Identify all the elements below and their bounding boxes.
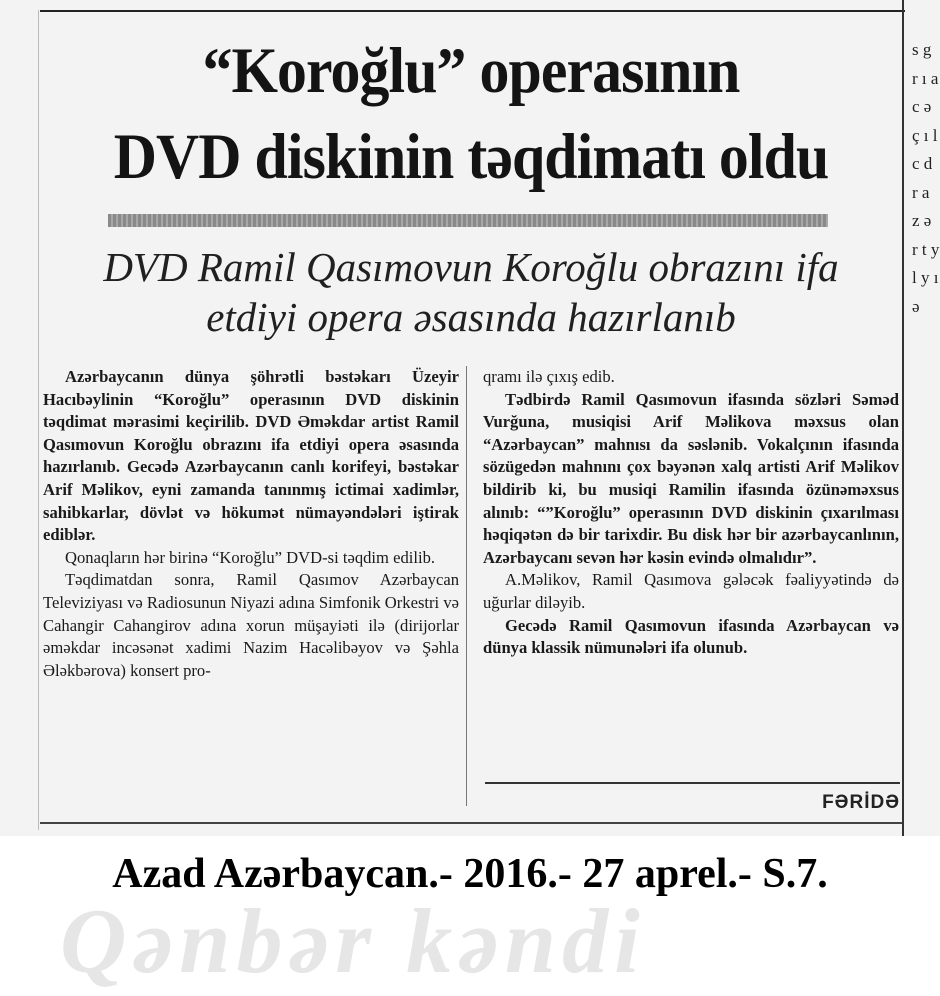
article-column-left: [43, 366, 459, 682]
column-divider: [466, 366, 467, 806]
article-author: FƏRİDƏ: [822, 792, 900, 813]
author-separator: [485, 782, 900, 784]
adjacent-column-fragment: s g r ı a c ə ç ı l c d r a z ə r t y l y ı ə: [912, 40, 940, 316]
paragraph: Azərbaycanın dünya şöhrətli bəstəkarı Üzeyir Hacıbəylinin “Koroğlu” operasının DVD diskinin təqdimat mərasimi keçirilib. DVD Əməkdar artist Ramil Qasımovun Koroğlu obrazını ifa etdiyi opera əsasında hazırlanıb. Gecədə Azərbaycanın canlı korifeyi, bəstəkar Arif Məlikov, eyni zamanda tanınmış ictimai xadimlər, sahibkarlar, dövlət və hökumət nümayəndələri iştirak ediblər.: [43, 367, 459, 545]
watermark: Qənbər kəndi: [60, 890, 646, 992]
article-column-right: [483, 366, 899, 660]
paragraph: Gecədə Ramil Qasımovun ifasında Azərbaycan və dünya klassik nümunələri ifa olunub.: [483, 615, 899, 658]
source-citation: Azad Azərbaycan.- 2016.- 27 aprel.- S.7.: [112, 851, 828, 897]
bottom-rule: [40, 822, 902, 824]
article-headline: [74, 28, 867, 200]
paragraph: Tədbirdə Ramil Qasımovun ifasında sözləri Səməd Vurğuna, musiqisi Arif Məlikova məxsus olan “Azərbaycan” mahnısı da səslənib. Vokalçının ifasında sözügedən mahnını çox bəyənən xalq artisti Arif Məlikov bildirib ki, bu musiqi Ramilin ifasında özünəməxsus alınıb: “”Koroğlu” operasının DVD diskinin çıxarılması həqiqətən də bir tarixdir. Bu disk hər bir azərbaycanlının, Azərbaycanı sevən hər kəsin evində olmalıdır”.: [483, 389, 899, 567]
top-rule: [40, 10, 905, 12]
headline-line-1: “Koroğlu” operasının: [202, 35, 740, 107]
subheadline-line-2: etdiyi opera əsasında hazırlanıb: [206, 294, 736, 340]
paragraph: qramı ilə çıxış edib.: [483, 367, 615, 386]
left-edge-line: [38, 10, 39, 830]
paragraph: A.Məlikov, Ramil Qasımova gələcək fəaliyyətində də uğurlar diləyib.: [483, 570, 899, 612]
headline-line-2: DVD diskinin təqdimatı oldu: [113, 121, 829, 193]
article-subheadline: [40, 242, 902, 342]
paragraph: Qonaqların hər birinə “Koroğlu” DVD-si təqdim edilib.: [65, 547, 436, 567]
paragraph: Təqdimatdan sonra, Ramil Qasımov Azərbaycan Televiziyası və Radiosunun Niyazi adına Simfonik Orkestri və Cahangir Cahangirov adına xorun müşayiəti ilə (dirijorlar əməkdar incəsənət xadimi Nazim Hacəlibəyov və Şəhla Ələkbərova) konsert pro-: [43, 570, 459, 680]
column-border-right: [902, 0, 904, 836]
headline-divider-bar: [108, 214, 828, 227]
subheadline-line-1: DVD Ramil Qasımovun Koroğlu obrazını ifa: [103, 244, 839, 290]
